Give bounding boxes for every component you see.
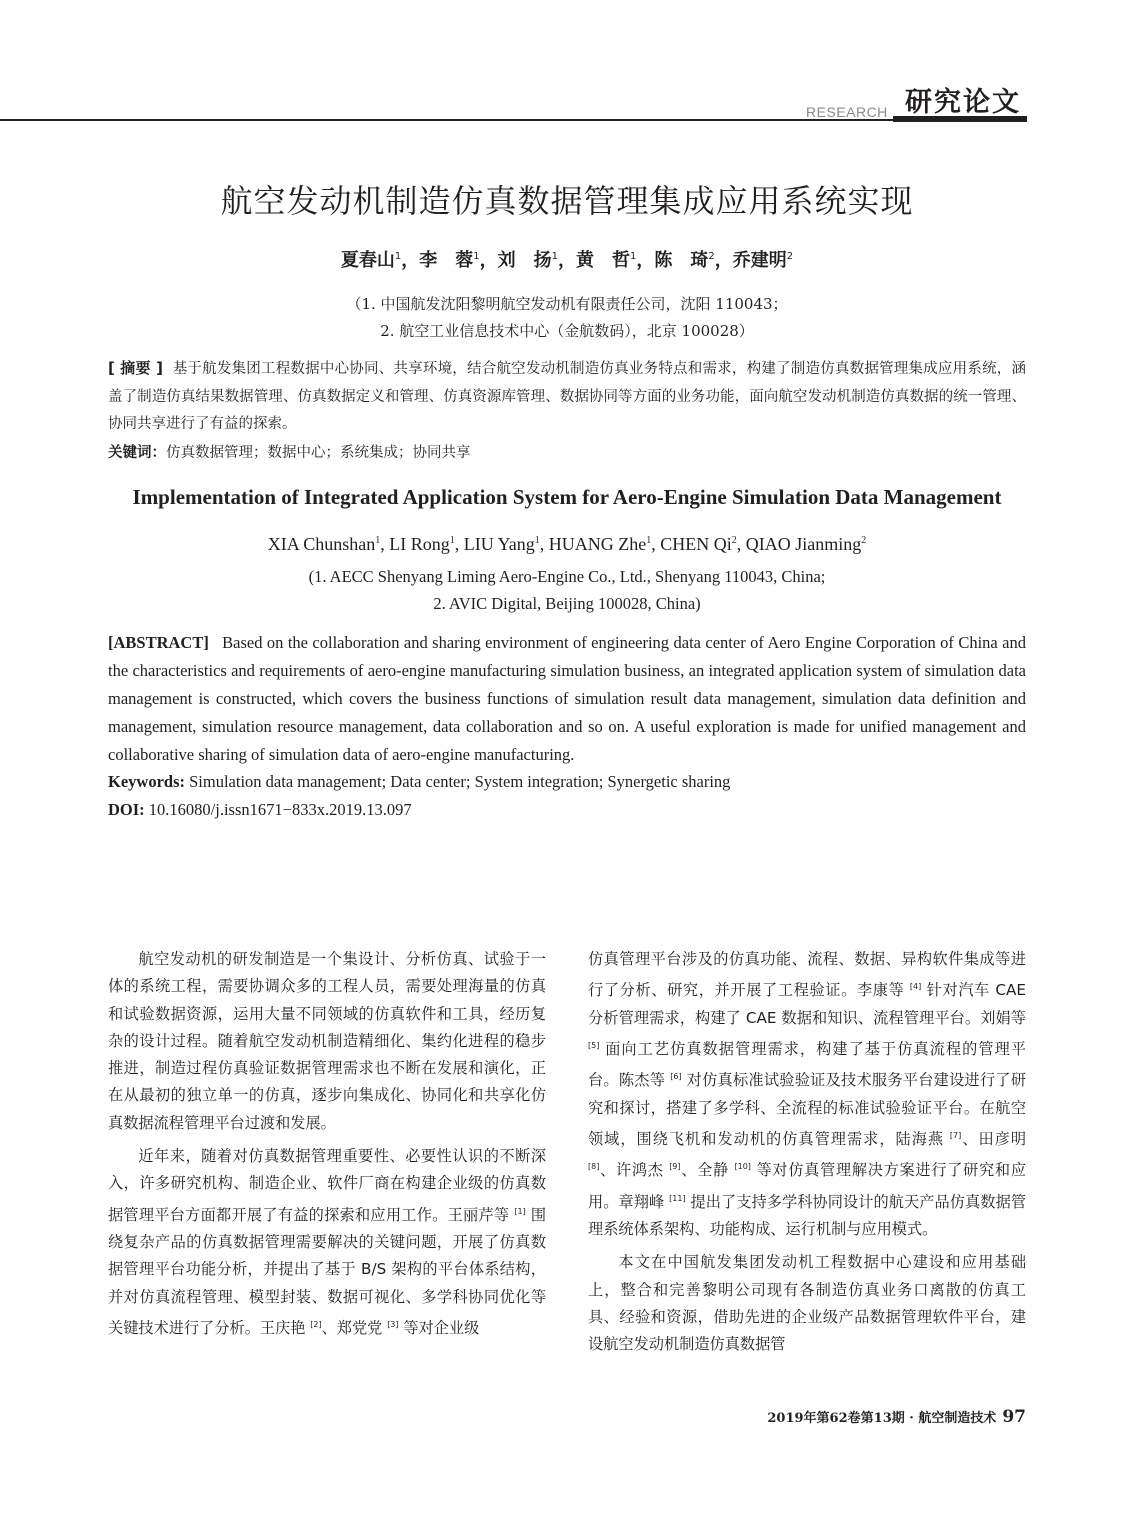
affiliation-en-1: (1. AECC Shenyang Liming Aero-Engine Co., Ltd., Shenyang 110043, China; — [308, 567, 826, 586]
section-label-en: RESEARCH — [806, 104, 888, 120]
citation-ref: [1] — [514, 1206, 526, 1216]
affiliation-cn-1: （1. 中国航发沈阳黎明航空发动机有限责任公司，沈阳 110043； — [346, 295, 788, 313]
citation-ref: [5] — [588, 1040, 600, 1050]
keywords-cn-text: 仿真数据管理；数据中心；系统集成；协同共享 — [166, 445, 471, 461]
cn-author-affiliation-mark: 1 — [630, 251, 637, 262]
citation-ref: [9] — [669, 1162, 681, 1172]
body-paragraph: 航空发动机的研发制造是一个集设计、分析仿真、试验于一体的系统工程，需要协调众多的工程人员，需要处理海量的仿真和试验数据资源，运用大量不同领域的仿真软件和工具，经历复杂的设计过程。随着航空发动机制造精细化、集约化进程的稳步推进，制造过程仿真验证数据管理需求也不断在发展和演化，正在从最初的独立单一的仿真，逐步向集成化、协同化和共享化仿真数据流程管理平台过渡和发展。 — [108, 950, 546, 1132]
cn-author-name: 乔建明 — [732, 250, 787, 271]
en-author-name: QIAO Jianming — [745, 534, 862, 554]
en-author-affiliation-mark: 2 — [731, 535, 737, 546]
paper-title-en: Implementation of Integrated Application System for Aero-Engine Simulation Data Management — [132, 485, 1002, 509]
en-author-name: CHEN Qi — [660, 534, 732, 554]
abstract-cn — [108, 355, 1026, 439]
cn-author-affiliation-mark: 1 — [473, 251, 480, 262]
citation-ref: [4] — [909, 982, 922, 992]
citation-ref: [11] — [669, 1193, 686, 1203]
en-author-name: HUANG Zhe — [548, 534, 647, 554]
keywords-cn-label: 关键词： — [108, 445, 166, 461]
body-column-left — [108, 946, 546, 1348]
en-author-name: LIU Yang — [463, 534, 535, 554]
keywords-en-label: Keywords: — [108, 772, 185, 791]
citation-ref: [10] — [734, 1162, 751, 1172]
doi — [108, 796, 1026, 824]
citation-ref: [6] — [670, 1072, 682, 1082]
citation-ref: [3] — [387, 1319, 399, 1329]
affiliation-en-2: 2. AVIC Digital, Beijing 100028, China) — [433, 594, 701, 613]
keywords-en-text: Simulation data management; Data center; System integration; Synergetic sharing — [189, 772, 731, 791]
cn-author-affiliation-mark: 2 — [708, 251, 715, 262]
cn-author-name: 陈 琦 — [654, 250, 709, 271]
citation-ref: [2] — [310, 1319, 322, 1329]
abstract-en-label: [ABSTRACT] — [108, 633, 209, 652]
journal-issue: 2019年第62卷第13期 · 航空制造技术 — [767, 1411, 997, 1426]
en-author-name: LI Rong — [389, 534, 450, 554]
en-author-affiliation-mark: 1 — [534, 535, 540, 546]
en-author-affiliation-mark: 1 — [375, 535, 381, 546]
body-column-right — [588, 946, 1026, 1365]
doi-label: DOI: — [108, 800, 145, 819]
doi-text: 10.16080/j.issn1671−833x.2019.13.097 — [148, 800, 412, 819]
author-list-cn: 夏春山$^1$，李 蓉$^1$，刘 扬$^1$，黄 哲$^1$，陈 琦$^2$，乔建明$^2$ — [340, 250, 794, 271]
cn-author-name: 夏春山 — [340, 250, 395, 271]
cn-author-affiliation-mark: 2 — [786, 251, 794, 262]
abstract-cn-text: 基于航发集团工程数据中心协同、共享环境，结合航空发动机制造仿真业务特点和需求，构建了制造仿真数据管理集成应用系统，涵盖了制造仿真结果数据管理、仿真数据定义和管理、仿真资源库管理、数据协同等方面的业务功能，面向航空发动机制造仿真数据的统一管理、协同共享进行了有益的探索。 — [108, 361, 1027, 432]
affiliation-cn-2: 2. 航空工业信息技术中心（金航数码），北京 100028） — [380, 322, 754, 340]
section-label-cn: 研究论文 — [905, 87, 1021, 118]
page-footer — [700, 1407, 1026, 1427]
abstract-cn-label: [ 摘要 ] — [108, 359, 164, 377]
keywords-en — [108, 768, 1026, 796]
citation-ref: [7] — [949, 1130, 962, 1140]
cn-author-name: 刘 扬 — [497, 250, 552, 271]
cn-author-name: 黄 哲 — [576, 250, 630, 271]
en-author-affiliation-mark: 1 — [646, 535, 652, 546]
cn-author-affiliation-mark: 1 — [551, 251, 558, 262]
cn-author-affiliation-mark: 1 — [394, 251, 402, 262]
citation-ref: [8] — [588, 1162, 600, 1172]
body-paragraph: 仿真管理平台涉及的仿真功能、流程、数据、异构软件集成等进行了分析、研究，并开展了工程验证。李康等 [4] 针对汽车 CAE 分析管理需求，构建了 CAE 数据和知识、流程管理平台。刘娟等 [5] 面向工艺仿真数据管理需求，构建了基于仿真流程的管理平台。陈杰等 [6] 对仿真标准试验验证及技术服务平台建设进行了研究和探讨，搭建了多学科、全流程的标准试验验证平台。在航空领域，围绕飞机和发动机的仿真管理需求，陆海燕 [7]、田彦明 [8]、许鸿杰 [9]、全静 [10] 等对仿真管理解决方案进行了研究和应用。章翔峰 [11] 提出了支持多学科协同设计的航天产品仿真数据管理系统体系架构、功能构成、运行机制与应用模式。 — [588, 950, 1027, 1239]
cn-author-name: 李 蓉 — [419, 250, 474, 271]
page-number: 97 — [1002, 1407, 1026, 1427]
body-paragraph: 近年来，随着对仿真数据管理重要性、必要性认识的不断深入，许多研究机构、制造企业、软件厂商在构建企业级的仿真数据管理平台方面都开展了有益的探索和应用工作。王丽芹等 [1] 围绕复杂产品的仿真数据管理需要解决的关键问题，开展了仿真数据管理平台功能分析，并提出了基于 B/S 架构的平台体系结构，并对仿真流程管理、模型封装、数据可视化、多学科协同优化等关键技术进行了分析。王庆艳 [2]、郑党党 [3] 等对企业级 — [108, 1147, 547, 1337]
en-author-affiliation-mark: 2 — [861, 535, 867, 546]
paper-title-cn: 航空发动机制造仿真数据管理集成应用系统实现 — [220, 182, 914, 220]
abstract-en — [108, 629, 1026, 769]
en-author-name: XIA Chunshan — [267, 534, 376, 554]
keywords-cn — [108, 440, 1026, 467]
author-list-en: XIA Chunshan$^1$, LI Rong$^1$, LIU Yang$^1$, HUANG Zhe$^1$, CHEN Qi$^2$, QIAO Jianming$^2$ — [267, 534, 867, 554]
body-paragraph: 本文在中国航发集团发动机工程数据中心建设和应用基础上，整合和完善黎明公司现有各制造仿真业务口离散的仿真工具、经验和资源，借助先进的企业级产品数据管理软件平台，建设航空发动机制造仿真数据管 — [588, 1253, 1026, 1354]
en-author-affiliation-mark: 1 — [449, 535, 455, 546]
abstract-en-text: Based on the collaboration and sharing environment of engineering data center of Aero Engine Corporation of China and the characteristics and requirements of aero-engine manufacturing simulation business, an integrated application system of simulation data management is constructed, which covers the business functions of simulation result data management, simulation data definition and management, simulation resource management, data collaboration and so on. A useful exploration is made for unified management and collaborative sharing of simulation data of aero-engine manufacturing. — [108, 633, 1026, 764]
